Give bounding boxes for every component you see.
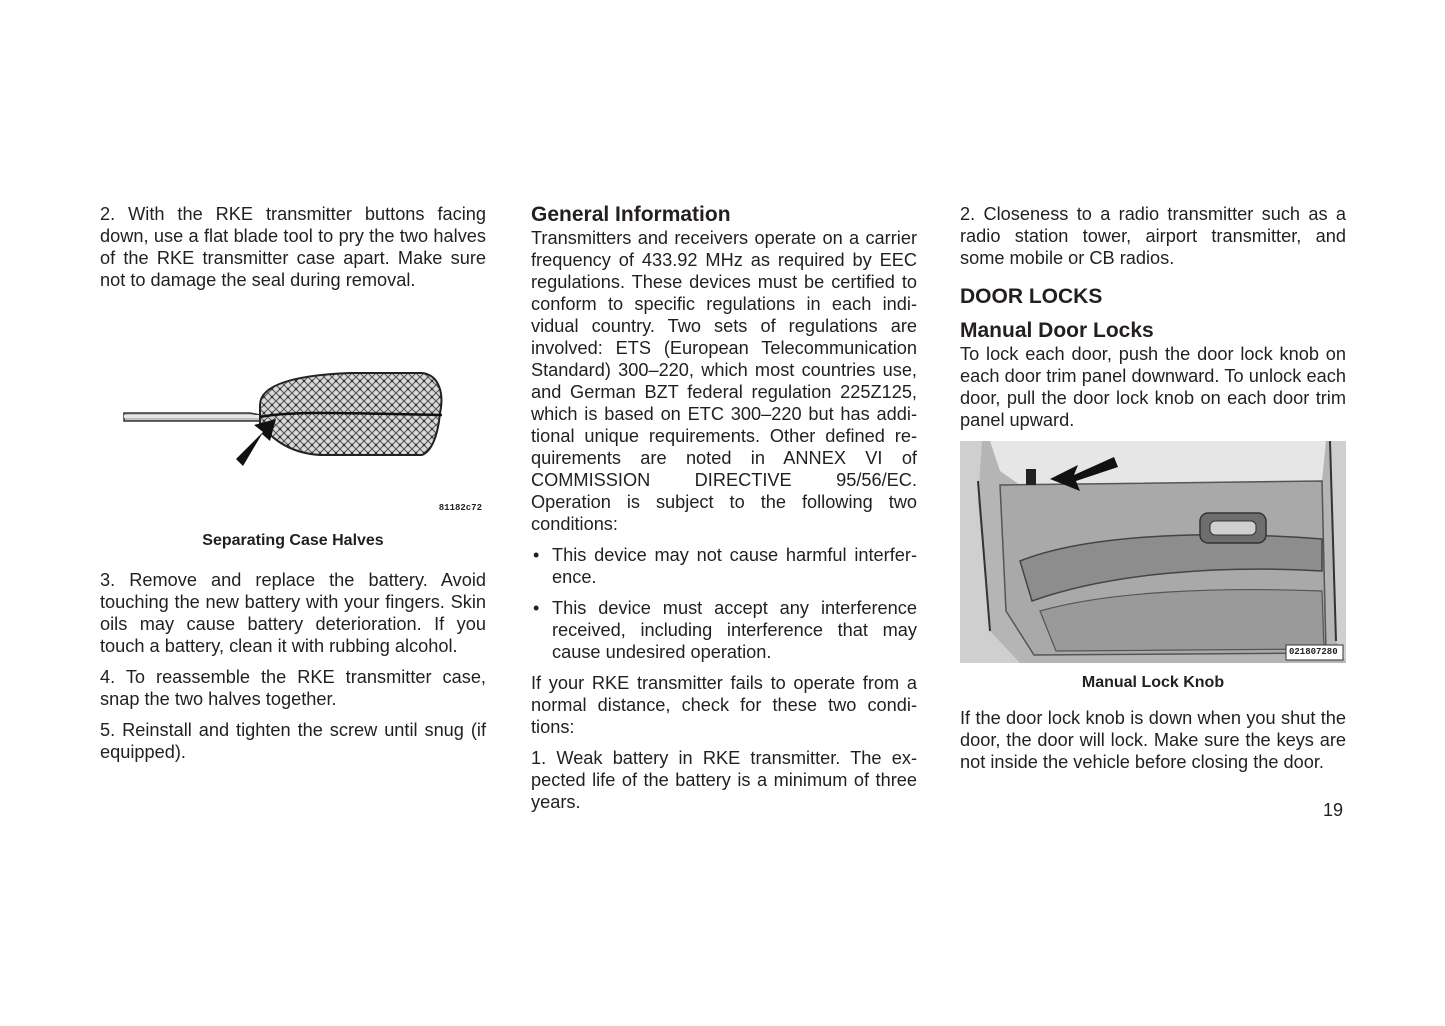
manual-door-locks-heading: Manual Door Locks bbox=[960, 319, 1154, 342]
condition-1-text: 1. Weak battery in RKE transmitter. The expected life of the battery is a minimum of three years. bbox=[531, 748, 917, 812]
column-3 bbox=[960, 203, 1346, 773]
bullet-icon: • bbox=[533, 598, 540, 618]
figure-code-2: 021807280 bbox=[1289, 647, 1338, 657]
conditions-list bbox=[531, 544, 917, 663]
transmitter-illustration bbox=[100, 305, 486, 525]
step-5-text: 5. Reinstall and tighten the screw until snug (if equipped). bbox=[100, 720, 486, 762]
list-item bbox=[531, 544, 917, 588]
step-3-text: 3. Remove and replace the battery. Avoid touching the new battery with your fingers. Skin oils may cause battery deterioration. If you touch a battery, clean it with rubbing alcohol. bbox=[100, 570, 486, 656]
figure-caption-2: Manual Lock Knob bbox=[1081, 674, 1225, 691]
step-2-text: 2. With the RKE transmitter buttons facing down, use a flat blade tool to pry the two halves of the RKE transmitter case apart. Make sure not to damage the seal during removal. bbox=[100, 204, 486, 290]
column-2 bbox=[531, 203, 917, 813]
figure-code-1: 81182c72 bbox=[438, 503, 482, 513]
bullet-text-2: This device must accept any interference received, including interference that may cause undesired operation. bbox=[552, 598, 917, 662]
figure-separating-case bbox=[100, 305, 486, 525]
general-information-heading: General Information bbox=[531, 203, 731, 226]
page-number: 19 bbox=[1323, 800, 1344, 820]
lock-instructions-text: To lock each door, push the door lock knob on each door trim panel downward. To unlock each door, pull the door lock knob on each door trim panel upward. bbox=[960, 344, 1346, 430]
column-1 bbox=[100, 203, 486, 763]
arrow-icon bbox=[236, 419, 276, 466]
list-item bbox=[531, 597, 917, 663]
bullet-icon: • bbox=[533, 545, 540, 565]
bullet-text-1: This device may not cause harmful interference. bbox=[552, 545, 917, 587]
fail-text: If your RKE transmitter fails to operate from a normal distance, check for these two conditions: bbox=[531, 673, 917, 737]
step-4-text: 4. To reassemble the RKE transmitter case, snap the two halves together. bbox=[100, 667, 486, 709]
closing-text: If the door lock knob is down when you shut the door, the door will lock. Make sure the keys are not inside the vehicle before closing the door. bbox=[960, 708, 1346, 772]
condition-2-text: 2. Closeness to a radio transmitter such as a radio station tower, airport transmitter, and some mobile or CB radios. bbox=[960, 204, 1346, 268]
door-locks-title: DOOR LOCKS bbox=[960, 285, 1103, 308]
door-panel-illustration bbox=[960, 441, 1346, 663]
figure-manual-lock-knob bbox=[960, 441, 1346, 663]
general-information-text: Transmitters and receivers operate on a carrier frequency of 433.92 MHz as required by EEC regulations. These devices must be certified to conform to specific regulations in each individual country. Two sets of regulations are involved: ETS (European Telecommunication Standard) 300–220, which most countries use, and German BZT federal regulation 225Z125, which is based on ETC 300–220 but has additional unique requirements. Other defined requirements are noted in ANNEX VI of COMMISSION DIRECTIVE 95/56/EC. Operation is subject to the following two conditions: bbox=[531, 228, 917, 534]
figure-caption-1: Separating Case Halves bbox=[202, 532, 384, 549]
